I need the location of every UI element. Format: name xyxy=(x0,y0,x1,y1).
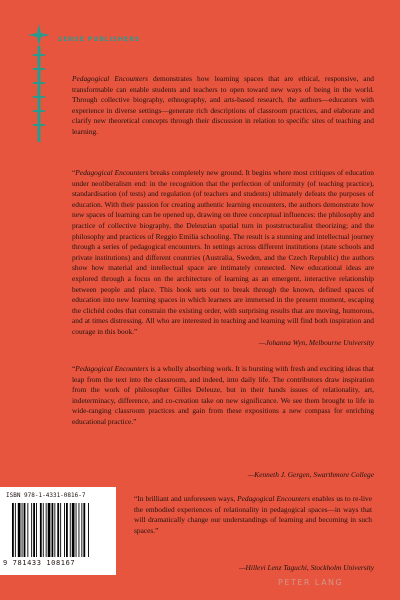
description-text: demonstrates how learning spaces that are ethical, responsive, and transformable can enable students and teachers to open toward new ways of being in the world. Through collective biography, ethnography, and arts-based research, the authors—educators with experience in diverse settings—generate rich descriptions of classroom practices, and elaborate and clarify new theoretical concepts through their discussion in relation to specific sites of teaching and learning. xyxy=(72,74,374,136)
quote-open-mark: “In brilliant and unforeseen ways, xyxy=(134,494,238,503)
endorsement-quote-1 xyxy=(72,168,374,338)
cross-star-emblem-icon xyxy=(28,24,50,144)
isbn-barcode xyxy=(0,487,116,575)
quote-text: breaks completely new ground. It begins where most critiques of education under neoliberalism end: in the recognition that the perfection of uniformity (of teaching practice), standardisation (of tests) and regulation (of teachers and students) ultimately defeats the purposes of education. With their passion for creating authentic learning encounters, the authors demonstrate how new spaces of learning can be opened up, drawing on three conceptual influences: the philosophy and practice of collective biography, the Deleuzian spatial turn in poststructuralist theorizing; and the philosophy and practices of Reggio Emilia schooling. The result is a stunning and intellectual journey through a series of pedagogical encounters. In settings across different institutions (state schools and private institutions) and different countries (Australia, Sweden, and the Czech Republic) the authors show how material and intellectual space are intimately connected. New educational ideas are explored through a focus on the architecture of learning as an emergent, interactive relationship between people and place. This book sets out to break through the known, defined spaces of education into new learning spaces in which learners are immersed in the present moment, escaping the clichéd codes that constrain the existing order, with surprising results that are moving, humorous, and at times distressing. All who are interested in teaching and learning will find both inspiration and courage in this book.” xyxy=(72,168,374,336)
book-title: Pedagogical Encounters xyxy=(237,494,311,503)
description-paragraph xyxy=(72,74,374,138)
endorsement-attribution-3: —Hillevi Lenz Taguchi, Stockholm University xyxy=(238,563,374,572)
quote-open-mark: “ xyxy=(72,168,76,177)
endorsement-quote-3 xyxy=(134,494,372,536)
book-title: Pedagogical Encounters xyxy=(75,364,149,373)
quote-open-mark: “ xyxy=(72,364,76,373)
book-title: Pedagogical Encounters xyxy=(72,74,149,83)
series-name: SENSE PUBLISHERS xyxy=(58,36,141,43)
isbn-number: ISBN 978-1-4331-0816-7 xyxy=(6,492,86,499)
quote-text: is a wholly absorbing work. It is bursting with fresh and exciting ideas that leap from the text into the classroom, and indeed, into daily life. The contributors draw inspiration from the work of philosopher Gilles Deleuze, but in their hands issues of relationality, art, indeterminacy, difference, and co-creation take on new significance. We see them brought to life in wide-ranging classroom practices and gain from these expositions a new compass for enriching educational practice.” xyxy=(72,364,374,426)
quote-text: enables us to re-live the embodied experiences of relationality in pedagogical spaces—in ways that will dramatically change our understandings of learning and becoming in such spaces.” xyxy=(134,494,372,535)
publisher-name: PETER LANG xyxy=(278,578,344,587)
barcode-bars xyxy=(12,503,104,559)
book-title: Pedagogical Encounters xyxy=(75,168,149,177)
barcode-digits: 9 781433 108167 xyxy=(3,559,76,567)
endorsement-quote-2 xyxy=(72,364,374,428)
endorsement-attribution-1: —Johanna Wyn, Melbourne University xyxy=(258,338,374,347)
endorsement-attribution-2: —Kenneth J. Gergen, Swarthmore College xyxy=(247,470,374,479)
